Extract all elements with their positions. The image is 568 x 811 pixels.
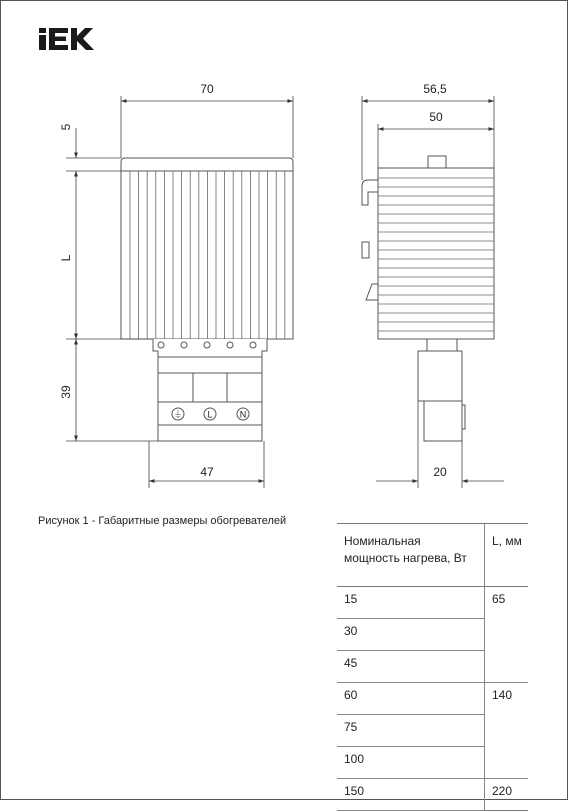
dim-5-label: 5 bbox=[59, 123, 73, 131]
cell-length: 140 bbox=[485, 683, 529, 715]
table-row bbox=[337, 747, 528, 779]
table-row bbox=[337, 651, 528, 683]
cell-length bbox=[485, 715, 529, 747]
cell-length bbox=[485, 747, 529, 779]
header-power bbox=[337, 524, 485, 587]
header-power-line1: Номинальная bbox=[344, 534, 421, 548]
cell-power: 45 bbox=[337, 651, 485, 683]
table-row bbox=[337, 587, 528, 619]
header-length: L, мм bbox=[485, 524, 529, 587]
power-length-table bbox=[337, 523, 528, 811]
front-view bbox=[121, 158, 293, 441]
cell-length bbox=[485, 619, 529, 651]
cell-power: 75 bbox=[337, 715, 485, 747]
cell-power: 15 bbox=[337, 587, 485, 619]
dim-56-5-label: 56,5 bbox=[423, 82, 447, 96]
table-row bbox=[337, 619, 528, 651]
side-view bbox=[362, 156, 494, 441]
dim-47-label: 47 bbox=[200, 465, 214, 479]
terminal-n-label: N bbox=[239, 409, 247, 420]
cell-power: 100 bbox=[337, 747, 485, 779]
header-power-line2: мощность нагрева, Вт bbox=[344, 551, 467, 565]
cell-power: 30 bbox=[337, 619, 485, 651]
cell-power: 60 bbox=[337, 683, 485, 715]
screw-hole bbox=[181, 342, 187, 348]
dim-70-label: 70 bbox=[200, 82, 214, 96]
dim-l-label: L bbox=[59, 254, 73, 262]
figure-caption: Рисунок 1 - Габаритные размеры обогревателей bbox=[38, 515, 287, 527]
cell-length: 65 bbox=[485, 587, 529, 619]
screw-hole bbox=[158, 342, 164, 348]
dim-20-label: 20 bbox=[433, 465, 447, 479]
terminal-ground-label: ⏚ bbox=[173, 409, 183, 420]
table-header bbox=[337, 524, 528, 587]
table-row bbox=[337, 683, 528, 715]
screw-hole bbox=[204, 342, 210, 348]
cell-power: 150 bbox=[337, 779, 485, 811]
screw-hole bbox=[250, 342, 256, 348]
terminal-l-label: L bbox=[207, 409, 213, 420]
cell-length: 220 bbox=[485, 779, 529, 811]
cell-length bbox=[485, 651, 529, 683]
table-row bbox=[337, 715, 528, 747]
table-row bbox=[337, 779, 528, 811]
screw-hole bbox=[227, 342, 233, 348]
dim-39-label: 39 bbox=[59, 385, 73, 399]
dim-50-label: 50 bbox=[429, 110, 443, 124]
